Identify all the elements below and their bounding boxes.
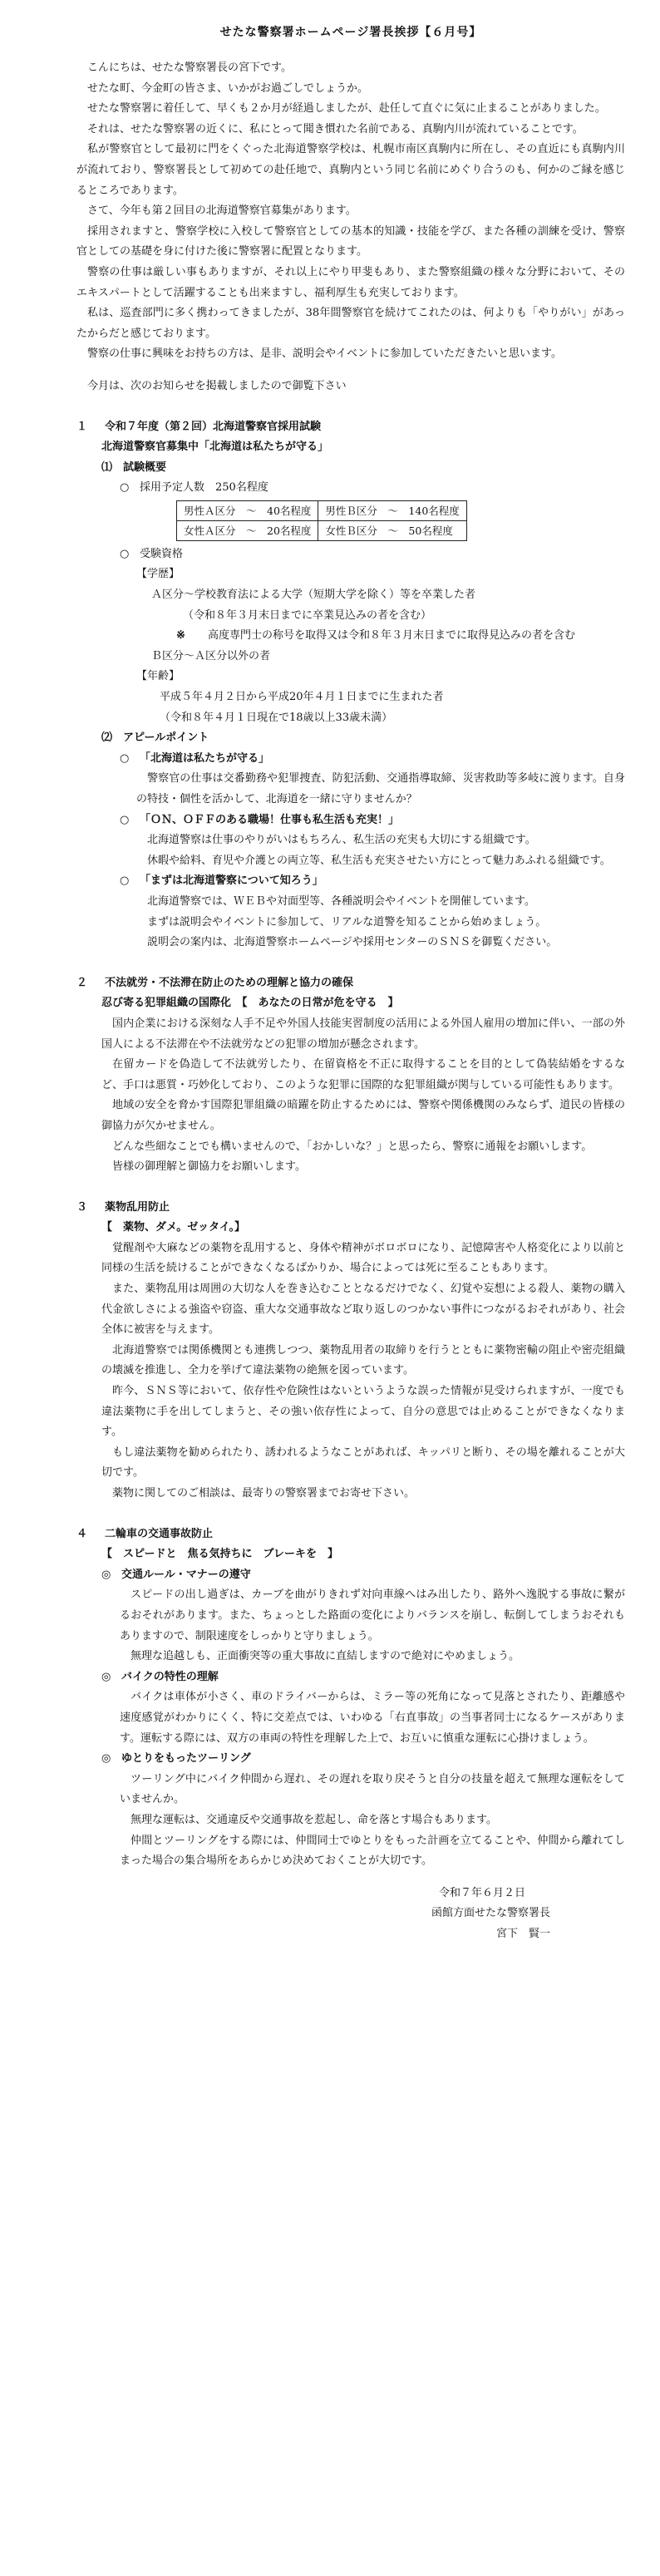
recruit-table	[176, 500, 467, 541]
table-row	[177, 500, 467, 520]
section-paragraph: 覚醒剤や大麻などの薬物を乱用すると、身体や精神がボロボロになり、記憶障害や人格変化により以前と同様の生活を続けることができなくなるばかりか、場合によっては死に至ることもあります。	[101, 1241, 625, 1275]
education-label: 【学歴】	[136, 568, 180, 581]
intro-paragraph: 警察の仕事に興味をお持ちの方は、是非、説明会やイベントに参加していただきたいと思います。	[87, 347, 562, 361]
section-drug-abuse	[76, 1198, 625, 1505]
table-cell: 男性Ａ区分 ～ 40名程度	[177, 500, 318, 520]
section-paragraph: 薬物に関してのご相談は、最寄りの警察署までお寄せ下さい。	[112, 1487, 416, 1500]
note-mark: ※	[176, 629, 185, 643]
education-note-text: 高度専門士の称号を取得又は令和８年３月末日までに取得見込みの者を含む	[208, 629, 576, 643]
section-paragraph: 地域の安全を脅かす国際犯罪組織の暗躍を防止するためには、警察や関係機関のみならず、道民の皆様の御協力が欠かせません。	[101, 1099, 625, 1132]
double-circle-bullet-icon: ◎	[101, 1568, 111, 1581]
circle-bullet-icon: ○	[120, 547, 130, 560]
section-illegal-work	[76, 973, 625, 1178]
education-a-note: （令和８年３月末日までに卒業見込みの者を含む）	[183, 608, 432, 622]
intro-paragraph: 警察の仕事は厳しい事もありますが、それ以上にやり甲斐もあり、また警察組織の様々な分野において、そのエキスパートとして活躍することも出来ますし、福利厚生も充実しております。	[76, 265, 625, 299]
signature-block	[76, 1884, 625, 1945]
appeal-point-body: 休暇や給料、育児や介護との両立等、私生活も充実させたい方にとって魅力あふれる組織です。	[147, 854, 611, 867]
safety-point-body: ツーリング中にバイク仲間から遅れ、その遅れを取り戻そうと自分の技量を超えて無理な運転をしていませんか。	[120, 1772, 625, 1806]
age-label: 【年齢】	[136, 670, 180, 683]
circle-bullet-icon: ○	[120, 874, 130, 888]
section-paragraph: どんな些細なことでも構いませんので、「おかしいな？」と思ったら、警察に通報をお願いします。	[112, 1140, 593, 1153]
section-heading: ４ 二輪車の交通事故防止	[76, 1527, 214, 1540]
intro-paragraph: せたな町、今金町の皆さま、いかがお過ごしでしょうか。	[87, 81, 369, 95]
appeal-point-heading: ○ 「まずは北海道警察について知ろう」	[76, 871, 625, 892]
signature-date: 令和７年６月２日	[438, 1886, 525, 1899]
section-paragraph: 北海道警察では関係機関とも連携しつつ、薬物乱用者の取締りを行うとともに薬物密輸の阻止や密売組織の壊滅を推進し、全力を挙げて違法薬物の絶無を図っています。	[101, 1343, 625, 1377]
section-heading: ３ 薬物乱用防止	[76, 1200, 170, 1214]
safety-point-body: 無理な運転は、交通違反や交通事故を惹起し、命を落とす場合もあります。	[131, 1813, 497, 1826]
intro-paragraph: 私が警察官として最初に門をくぐった北海道警察学校は、札幌市南区真駒内に所在し、その直近にも真駒内川が流れており、警察署長として初めての赴任地で、真駒内という同じ名前にめぐり合うのも、何かのご縁を感じるところであります。	[76, 143, 625, 197]
appeal-point-heading: ○ 「北海道は私たちが守る」	[76, 749, 625, 770]
appeal-point-body: 説明会の案内は、北海道警察ホームページや採用センターのＳＮＳを御覧ください。	[147, 936, 558, 949]
qualification-label: 受験資格	[140, 547, 184, 560]
signature-name: 宮下 賢一	[495, 1927, 550, 1940]
safety-point-body: 無理な追越しも、正面衝突等の重大事故に直結しますので絶対にやめましょう。	[131, 1650, 520, 1663]
intro-paragraph: 採用されますと、警察学校に入校して警察官としての基本的知識・技能を学び、また各種の訓練を受け、警察官としての基礎を身に付けた後に警察署に配置となります。	[76, 224, 625, 259]
table-cell: 女性Ｂ区分 ～ 50名程度	[318, 520, 466, 540]
circle-bullet-icon: ○	[120, 751, 130, 765]
education-note	[76, 626, 625, 647]
safety-point-heading: ◎ ゆとりをもったツーリング	[76, 1749, 625, 1770]
section-recruitment	[76, 417, 625, 953]
age-note: （令和８年４月１日現在で18歳以上33歳未満）	[160, 711, 393, 724]
qualification-item	[76, 544, 625, 565]
safety-point-body: スピードの出し過ぎは、カーブを曲がりきれず対向車線へはみ出したり、路外へ逸脱する事故に繋がるおそれがあります。また、ちょっとした路面の変化によりバランスを崩し、転倒してしまうおそれもありますので、制限速度をしっかりと守りましょう。	[120, 1588, 625, 1643]
section-paragraph: もし違法薬物を勧められたり、誘われるようなことがあれば、キッパリと断り、その場を離れることが大切です。	[101, 1446, 625, 1480]
section-paragraph: 皆様の御理解と御協力をお願いします。	[112, 1160, 306, 1174]
circle-bullet-icon: ○	[120, 481, 130, 495]
intro-paragraph: せたな警察署に着任して、早くも２か月が経過しましたが、赴任して直ぐに気に止まることがありました。	[87, 102, 606, 116]
table-cell: 男性Ｂ区分 ～ 140名程度	[318, 500, 466, 520]
notice-text: 今月は、次のお知らせを掲載しましたので御覧下さい	[87, 379, 347, 392]
safety-point-body: 仲間とツーリングをする際には、仲間同士でゆとりをもった計画を立てることや、仲間から離れてしまった場合の集合場所をあらかじめ決めておくことが大切です。	[120, 1834, 625, 1868]
section-subheading: 【 スピードと 焦る気持ちに ブレーキを 】	[101, 1548, 338, 1561]
safety-point-body: バイクは車体が小さく、車のドライバーからは、ミラー等の死角になって見落とされたり、距離感や速度感覚がわかりにくく、特に交差点では、いわゆる「右直事故」の当事者同士になるケースがあります。運転する際には、双方の車両の特性を理解した上で、お互いに慎重な運転に心掛けましょう。	[120, 1691, 625, 1745]
section-subheading: 忍び寄る犯罪組織の国際化 【 あなたの日常が危を守る 】	[101, 997, 399, 1010]
double-circle-bullet-icon: ◎	[101, 1670, 111, 1683]
recruit-count-item	[76, 478, 625, 499]
section-paragraph: 在留カードを偽造して不法就労したり、在留資格を不正に取得することを目的として偽装結婚をするなど、手口は悪質・巧妙化しており、このような犯罪に国際的な犯罪組織が関与している可能性もあります。	[101, 1058, 625, 1091]
appeal-point-body: 北海道警察では、ＷＥＢや対面型等、各種説明会やイベントを開催しています。	[147, 894, 535, 908]
table-cell: 女性Ａ区分 ～ 20名程度	[177, 520, 318, 540]
appeal-point-body: まずは説明会やイベントに参加して、リアルな道警を知ることから始めましょう。	[147, 915, 547, 928]
section-paragraph: 国内企業における深刻な人手不足や外国人技能実習制度の活用による外国人雇用の増加に伴い、一部の外国人による不法滞在や不法就労などの犯罪の増加が懸念されます。	[101, 1017, 625, 1051]
education-a: Ａ区分～学校教育法による大学（短期大学を除く）等を卒業した者	[151, 589, 476, 602]
exam-overview-label: ⑴ 試験概要	[101, 461, 167, 474]
table-row	[177, 520, 467, 540]
section-subheading: 北海道警察官募集中「北海道は私たちが守る」	[101, 441, 329, 454]
appeal-points-label: ⑵ アピールポイント	[101, 731, 209, 745]
recruit-count-text: 採用予定人数 250名程度	[140, 481, 268, 495]
intro-paragraph: 私は、巡査部門に多く携わってきましたが、38年間警察官を続けてこれたのは、何よりも「やりがい」があったからだと感じております。	[76, 307, 625, 340]
section-heading: １ 令和７年度（第２回）北海道警察官採用試験	[76, 420, 322, 433]
safety-point-heading: ◎ 交通ルール・マナーの遵守	[76, 1565, 625, 1586]
intro-paragraph: こんにちは、せたな警察署長の宮下です。	[87, 62, 292, 74]
appeal-point-body: 北海道警察は仕事のやりがいはもちろん、私生活の充実も大切にする組織です。	[147, 834, 536, 847]
page-title: せたな警察署ホームページ署長挨拶【６月号】	[219, 26, 482, 39]
section-paragraph: 昨今、ＳＮＳ等において、依存性や危険性はないというような誤った情報が見受けられますが、一度でも違法薬物に手を出してしまうと、その強い依存性によって、自分の意思では止めることができなくなります。	[101, 1385, 625, 1439]
intro-section	[76, 58, 625, 397]
signature-org: 函館方面せたな警察署長	[431, 1907, 550, 1920]
section-subheading: 【 薬物、ダメ。ゼッタイ。】	[101, 1221, 246, 1234]
intro-paragraph: さて、今年も第２回目の北海道警察官募集があります。	[87, 204, 357, 218]
section-heading: ２ 不法就労・不法滞在防止のための理解と協力の確保	[76, 976, 354, 989]
double-circle-bullet-icon: ◎	[101, 1752, 111, 1766]
education-b: Ｂ区分～Ａ区分以外の者	[151, 649, 271, 662]
section-motorcycle-safety	[76, 1524, 625, 1872]
circle-bullet-icon: ○	[120, 813, 130, 826]
appeal-point-body: 警察官の仕事は交番勤務や犯罪捜査、防犯活動、交通指導取締、災害救助等多岐に渡ります。自身の特技・個性を活かして、北海道を一緒に守りませんか？	[136, 772, 625, 805]
section-paragraph: また、薬物乱用は周囲の大切な人を巻き込むこととなるだけでなく、幻覚や妄想による殺人、薬物の購入代金欲しさによる強盗や窃盗、重大な交通事故など取り返しのつかない事件につながるおそれがあり、社会全体に被害を与えます。	[101, 1283, 625, 1337]
safety-point-heading: ◎ バイクの特性の理解	[76, 1667, 625, 1688]
appeal-point-heading: ○ 「ＯＮ、ＯＦＦのある職場！仕事も私生活も充実！」	[76, 810, 625, 831]
intro-paragraph: それは、せたな警察署の近くに、私にとって聞き慣れた名前である、真駒内川が流れていることです。	[87, 122, 584, 135]
age-range: 平成５年４月２日から平成20年４月１日までに生まれた者	[160, 691, 444, 704]
